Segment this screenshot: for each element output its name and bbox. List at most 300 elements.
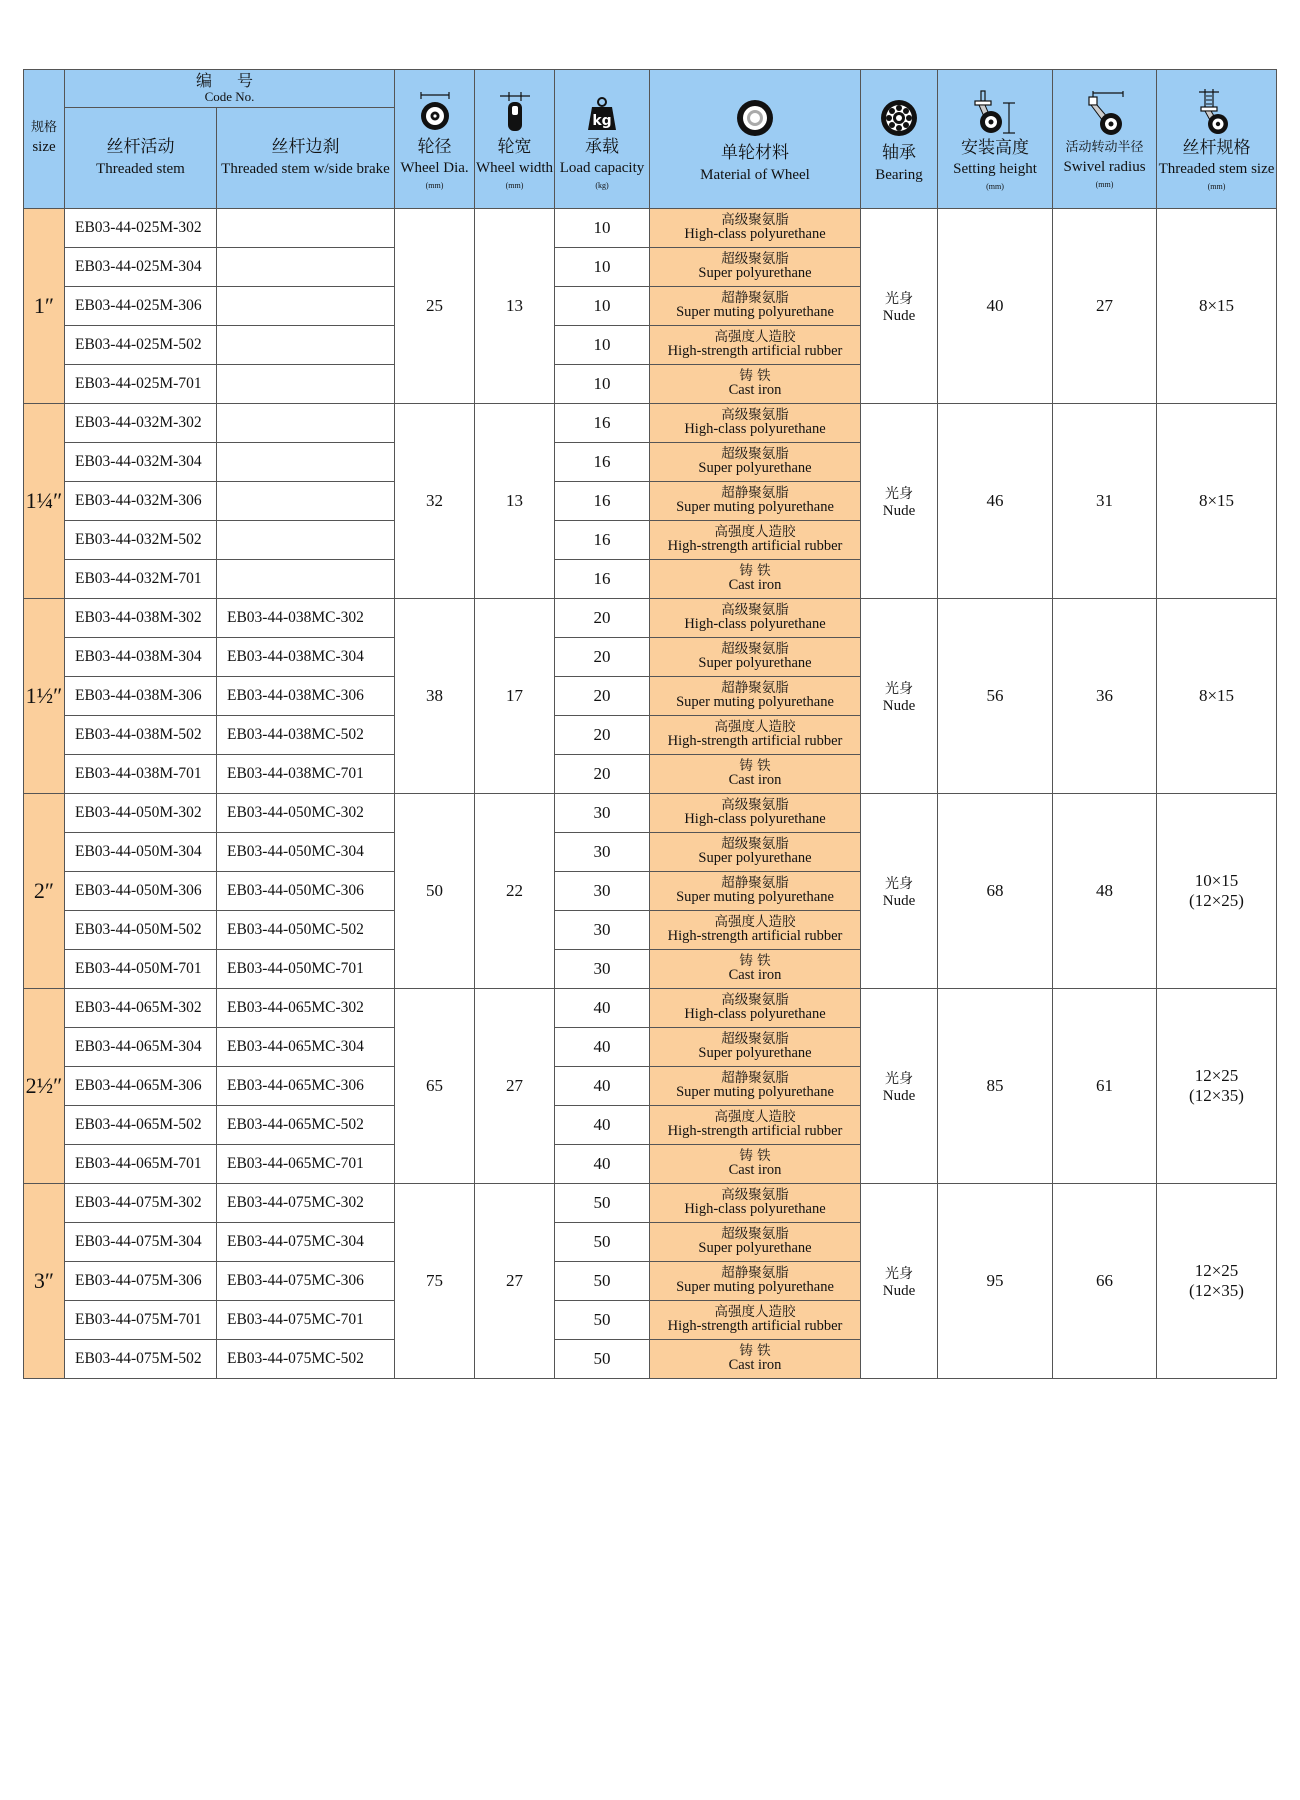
header-height-en: Setting height [953, 161, 1037, 178]
threaded-stem-code: EB03-44-065M-701 [65, 1145, 217, 1184]
material-cell [650, 911, 861, 950]
material-en: Super muting polyurethane [676, 499, 834, 516]
threaded-stem-code: EB03-44-050M-304 [65, 833, 217, 872]
load-capacity-cell: 30 [555, 833, 650, 872]
brake-stem-code: EB03-44-050MC-502 [217, 911, 395, 950]
material-cn: 高级聚氨脂 [721, 407, 789, 424]
brake-stem-code: EB03-44-075MC-302 [217, 1184, 395, 1223]
header-swivel-en: Swivel radius [1063, 158, 1146, 175]
load-capacity-cell: 20 [555, 599, 650, 638]
material-cell [650, 1223, 861, 1262]
size-cell: 3″ [24, 1184, 65, 1379]
threaded-stem-code: EB03-44-038M-302 [65, 599, 217, 638]
material-cell [650, 248, 861, 287]
load-capacity-cell: 20 [555, 755, 650, 794]
material-en: Super polyurethane [698, 1045, 812, 1062]
header-code-no [65, 70, 395, 108]
header-load-unit: (kg) [595, 181, 609, 191]
brake-stem-code: EB03-44-065MC-502 [217, 1106, 395, 1145]
threaded-stem-code: EB03-44-065M-302 [65, 989, 217, 1028]
brake-stem-code: EB03-44-038MC-701 [217, 755, 395, 794]
load-capacity-cell: 10 [555, 287, 650, 326]
threaded-stem-code: EB03-44-032M-304 [65, 443, 217, 482]
stem-size-cell [1157, 209, 1277, 404]
wheel-width-cell: 13 [475, 404, 555, 599]
bearing-cell [861, 209, 938, 404]
material-cn: 铸 铁 [739, 563, 771, 580]
material-cn: 铸 铁 [739, 953, 771, 970]
material-en: High-class polyurethane [684, 811, 826, 828]
bearing-en: Nude [882, 1087, 916, 1104]
material-cn: 高级聚氨脂 [721, 797, 789, 814]
header-width-en: Wheel width [475, 160, 554, 177]
threaded-stem-code: EB03-44-050M-306 [65, 872, 217, 911]
bearing-en: Nude [882, 892, 916, 909]
material-cn: 高强度人造胶 [714, 1109, 796, 1126]
svg-text:kg: kg [592, 112, 612, 129]
brake-stem-code [217, 521, 395, 560]
stem-size-line: (12×35) [1189, 1086, 1244, 1105]
threaded-stem-code: EB03-44-075M-701 [65, 1301, 217, 1340]
brake-stem-code: EB03-44-065MC-302 [217, 989, 395, 1028]
brake-stem-code: EB03-44-065MC-304 [217, 1028, 395, 1067]
wheel-dia-cell: 50 [395, 794, 475, 989]
load-capacity-cell: 30 [555, 950, 650, 989]
brake-stem-code [217, 248, 395, 287]
header-threaded-stem-brake [217, 108, 395, 209]
wheel-width-cell: 27 [475, 1184, 555, 1379]
material-cn: 高级聚氨脂 [721, 1187, 789, 1204]
wheel-dia-cell: 32 [395, 404, 475, 599]
material-cell [650, 599, 861, 638]
brake-stem-code [217, 560, 395, 599]
material-cn: 高强度人造胶 [714, 524, 796, 541]
threaded-stem-code: EB03-44-050M-701 [65, 950, 217, 989]
load-capacity-cell: 10 [555, 326, 650, 365]
threaded-stem-code: EB03-44-032M-701 [65, 560, 217, 599]
load-capacity-cell: 40 [555, 1145, 650, 1184]
swivel-radius-cell: 66 [1053, 1184, 1157, 1379]
weight-icon [585, 92, 619, 132]
material-en: Super polyurethane [698, 1240, 812, 1257]
material-en: Super muting polyurethane [676, 694, 834, 711]
stem-size-line: 8×15 [1198, 686, 1235, 705]
material-cell [650, 872, 861, 911]
material-en: Super polyurethane [698, 850, 812, 867]
threaded-stem-code: EB03-44-075M-304 [65, 1223, 217, 1262]
load-capacity-cell: 16 [555, 404, 650, 443]
wheel-width-icon [498, 92, 532, 132]
load-capacity-cell: 40 [555, 989, 650, 1028]
threaded-stem-code: EB03-44-038M-306 [65, 677, 217, 716]
threaded-stem-code: EB03-44-065M-502 [65, 1106, 217, 1145]
material-en: High-strength artificial rubber [667, 1318, 843, 1335]
material-en: High-strength artificial rubber [667, 538, 843, 555]
threaded-stem-code: EB03-44-050M-502 [65, 911, 217, 950]
header-dia-unit: (mm) [425, 181, 444, 191]
load-capacity-cell: 20 [555, 638, 650, 677]
material-cn: 超静聚氨脂 [721, 485, 789, 502]
wheel-dia-cell: 75 [395, 1184, 475, 1379]
header-size-en: size [32, 139, 56, 156]
header-wheel-dia [395, 70, 475, 209]
header-threaded-cn: 丝杆活动 [106, 137, 175, 158]
stem-size-line: 12×25 [1194, 1261, 1239, 1280]
table-header [24, 70, 1277, 209]
table-row [24, 1184, 1277, 1223]
load-capacity-cell: 10 [555, 248, 650, 287]
brake-stem-code [217, 287, 395, 326]
swivel-radius-cell: 48 [1053, 794, 1157, 989]
material-cn: 铸 铁 [739, 1148, 771, 1165]
header-size [24, 70, 65, 209]
wheel-dia-cell: 65 [395, 989, 475, 1184]
header-brake-en: Threaded stem w/side brake [221, 160, 390, 177]
material-cell [650, 521, 861, 560]
material-en: Super muting polyurethane [676, 1279, 834, 1296]
material-en: Cast iron [728, 577, 782, 594]
load-capacity-cell: 20 [555, 716, 650, 755]
material-en: High-strength artificial rubber [667, 733, 843, 750]
material-cell [650, 1184, 861, 1223]
load-capacity-cell: 16 [555, 521, 650, 560]
brake-stem-code: EB03-44-075MC-701 [217, 1301, 395, 1340]
bearing-icon [879, 98, 919, 138]
brake-stem-code: EB03-44-038MC-306 [217, 677, 395, 716]
load-capacity-cell: 40 [555, 1028, 650, 1067]
threaded-stem-code: EB03-44-038M-304 [65, 638, 217, 677]
material-cn: 超静聚氨脂 [721, 875, 789, 892]
bearing-cell [861, 989, 938, 1184]
material-cell [650, 560, 861, 599]
table-body [24, 209, 1277, 1379]
size-cell: 2″ [24, 794, 65, 989]
load-capacity-cell: 50 [555, 1340, 650, 1379]
material-en: High-strength artificial rubber [667, 928, 843, 945]
material-cell [650, 755, 861, 794]
load-capacity-cell: 10 [555, 365, 650, 404]
material-cell [650, 443, 861, 482]
wheel-width-cell: 13 [475, 209, 555, 404]
header-material [650, 70, 861, 209]
table-row [24, 404, 1277, 443]
material-cn: 超级聚氨脂 [721, 1031, 789, 1048]
threaded-stem-code: EB03-44-065M-304 [65, 1028, 217, 1067]
load-capacity-cell: 50 [555, 1301, 650, 1340]
load-capacity-cell: 40 [555, 1106, 650, 1145]
bearing-cell [861, 404, 938, 599]
brake-stem-code [217, 482, 395, 521]
brake-stem-code: EB03-44-050MC-701 [217, 950, 395, 989]
material-en: Super muting polyurethane [676, 304, 834, 321]
material-cn: 超静聚氨脂 [721, 290, 789, 307]
stem-size-cell [1157, 794, 1277, 989]
wheel-width-cell: 22 [475, 794, 555, 989]
material-cn: 高强度人造胶 [714, 329, 796, 346]
table-row [24, 989, 1277, 1028]
material-en: Super polyurethane [698, 265, 812, 282]
brake-stem-code: EB03-44-075MC-304 [217, 1223, 395, 1262]
bearing-en: Nude [882, 307, 916, 324]
size-cell: 1¼″ [24, 404, 65, 599]
load-capacity-cell: 50 [555, 1184, 650, 1223]
brake-stem-code: EB03-44-050MC-302 [217, 794, 395, 833]
material-cn: 高级聚氨脂 [721, 602, 789, 619]
header-threaded-stem [65, 108, 217, 209]
material-en: Cast iron [728, 772, 782, 789]
material-cn: 高级聚氨脂 [721, 992, 789, 1009]
stem-size-cell [1157, 599, 1277, 794]
threaded-stem-size-icon [1187, 89, 1247, 135]
threaded-stem-code: EB03-44-075M-302 [65, 1184, 217, 1223]
material-cn: 超级聚氨脂 [721, 836, 789, 853]
material-cn: 高强度人造胶 [714, 719, 796, 736]
brake-stem-code [217, 209, 395, 248]
load-capacity-cell: 10 [555, 209, 650, 248]
material-en: High-class polyurethane [684, 1201, 826, 1218]
header-material-en: Material of Wheel [700, 166, 810, 183]
bearing-en: Nude [882, 1282, 916, 1299]
material-cell [650, 833, 861, 872]
bearing-cn: 光身 [885, 1070, 913, 1087]
size-cell: 1″ [24, 209, 65, 404]
material-en: Cast iron [728, 1357, 782, 1374]
header-height-unit: (mm) [986, 182, 1004, 192]
load-capacity-cell: 40 [555, 1067, 650, 1106]
brake-stem-code [217, 326, 395, 365]
material-cell [650, 1028, 861, 1067]
material-cn: 高级聚氨脂 [721, 212, 789, 229]
bearing-cell [861, 599, 938, 794]
threaded-stem-code: EB03-44-038M-502 [65, 716, 217, 755]
material-cell [650, 1301, 861, 1340]
wheel-material-icon [735, 98, 775, 138]
material-en: High-class polyurethane [684, 1006, 826, 1023]
load-capacity-cell: 30 [555, 794, 650, 833]
brake-stem-code: EB03-44-075MC-502 [217, 1340, 395, 1379]
size-cell: 2½″ [24, 989, 65, 1184]
material-cell [650, 638, 861, 677]
material-cn: 超级聚氨脂 [721, 641, 789, 658]
stem-size-line: 10×15 [1194, 871, 1239, 890]
table-row [24, 209, 1277, 248]
material-en: High-class polyurethane [684, 226, 826, 243]
stem-size-line: 8×15 [1198, 296, 1235, 315]
material-cn: 超静聚氨脂 [721, 1070, 789, 1087]
load-capacity-cell: 16 [555, 482, 650, 521]
header-height-cn: 安装高度 [961, 137, 1029, 158]
load-capacity-cell: 20 [555, 677, 650, 716]
setting-height-cell: 40 [938, 209, 1053, 404]
stem-size-cell [1157, 1184, 1277, 1379]
brake-stem-code: EB03-44-050MC-306 [217, 872, 395, 911]
material-en: High-class polyurethane [684, 421, 826, 438]
bearing-cn: 光身 [885, 1265, 913, 1282]
material-cn: 铸 铁 [739, 1343, 771, 1360]
material-cn: 高强度人造胶 [714, 1304, 796, 1321]
threaded-stem-code: EB03-44-032M-302 [65, 404, 217, 443]
threaded-stem-code: EB03-44-075M-306 [65, 1262, 217, 1301]
header-threaded-stem-size [1157, 70, 1277, 209]
material-en: High-class polyurethane [684, 616, 826, 633]
load-capacity-cell: 30 [555, 911, 650, 950]
material-en: Super muting polyurethane [676, 889, 834, 906]
bearing-en: Nude [882, 502, 916, 519]
threaded-stem-code: EB03-44-032M-502 [65, 521, 217, 560]
swivel-radius-icon [1075, 91, 1135, 137]
wheel-width-cell: 27 [475, 989, 555, 1184]
stem-size-cell [1157, 404, 1277, 599]
header-dia-en: Wheel Dia. [400, 160, 469, 177]
material-cn: 超级聚氨脂 [721, 446, 789, 463]
bearing-en: Nude [882, 697, 916, 714]
header-swivel-cn: 活动转动半径 [1065, 139, 1144, 155]
bearing-cell [861, 1184, 938, 1379]
header-dia-cn: 轮径 [417, 136, 452, 157]
header-width-unit: (mm) [505, 181, 524, 191]
brake-stem-code: EB03-44-038MC-304 [217, 638, 395, 677]
header-wheel-width [475, 70, 555, 209]
brake-stem-code: EB03-44-038MC-302 [217, 599, 395, 638]
brake-stem-code: EB03-44-075MC-306 [217, 1262, 395, 1301]
header-bearing-cn: 轴承 [882, 143, 916, 164]
material-cell [650, 989, 861, 1028]
material-en: Super polyurethane [698, 460, 812, 477]
load-capacity-cell: 16 [555, 443, 650, 482]
header-setting-height [938, 70, 1053, 209]
brake-stem-code [217, 443, 395, 482]
brake-stem-code: EB03-44-038MC-502 [217, 716, 395, 755]
brake-stem-code [217, 365, 395, 404]
swivel-radius-cell: 27 [1053, 209, 1157, 404]
material-cell [650, 1340, 861, 1379]
wheel-dia-cell: 38 [395, 599, 475, 794]
threaded-stem-code: EB03-44-032M-306 [65, 482, 217, 521]
header-brake-cn: 丝杆边刹 [271, 137, 340, 158]
stem-size-line: (12×25) [1189, 891, 1244, 910]
material-cell [650, 404, 861, 443]
header-swivel-radius [1053, 70, 1157, 209]
material-cn: 铸 铁 [739, 758, 771, 775]
bearing-cn: 光身 [885, 680, 913, 697]
header-load-cn: 承载 [585, 136, 619, 157]
wheel-dia-cell: 25 [395, 209, 475, 404]
material-en: High-strength artificial rubber [667, 1123, 843, 1140]
material-cell [650, 326, 861, 365]
header-material-cn: 单轮材料 [721, 143, 789, 164]
material-cell [650, 1067, 861, 1106]
threaded-stem-code: EB03-44-075M-502 [65, 1340, 217, 1379]
table-row [24, 599, 1277, 638]
material-en: Super muting polyurethane [676, 1084, 834, 1101]
brake-stem-code: EB03-44-065MC-306 [217, 1067, 395, 1106]
threaded-stem-code: EB03-44-065M-306 [65, 1067, 217, 1106]
header-size-cn: 规格 [30, 120, 57, 136]
header-load-capacity [555, 70, 650, 209]
setting-height-cell: 56 [938, 599, 1053, 794]
header-swivel-unit: (mm) [1095, 180, 1114, 189]
bearing-cn: 光身 [885, 485, 913, 502]
threaded-stem-code: EB03-44-050M-302 [65, 794, 217, 833]
threaded-stem-code: EB03-44-025M-502 [65, 326, 217, 365]
header-bearing-en: Bearing [875, 166, 923, 183]
bearing-cn: 光身 [885, 290, 913, 307]
header-bearing [861, 70, 938, 209]
header-load-en: Load capacity [559, 160, 645, 177]
load-capacity-cell: 50 [555, 1223, 650, 1262]
material-cn: 超静聚氨脂 [721, 680, 789, 697]
header-threaded-en: Threaded stem [96, 160, 185, 177]
load-capacity-cell: 30 [555, 872, 650, 911]
swivel-radius-cell: 61 [1053, 989, 1157, 1184]
material-cell [650, 950, 861, 989]
table-row [24, 794, 1277, 833]
header-stem-en: Threaded stem size [1158, 161, 1275, 178]
header-width-cn: 轮宽 [497, 136, 532, 157]
header-stem-unit: (mm) [1207, 182, 1226, 192]
setting-height-cell: 68 [938, 794, 1053, 989]
material-cell [650, 1262, 861, 1301]
material-en: Super polyurethane [698, 655, 812, 672]
threaded-stem-code: EB03-44-025M-701 [65, 365, 217, 404]
material-cell [650, 716, 861, 755]
caster-spec-table [23, 69, 1277, 1379]
material-cn: 超静聚氨脂 [721, 1265, 789, 1282]
material-cell [650, 287, 861, 326]
load-capacity-cell: 50 [555, 1262, 650, 1301]
setting-height-cell: 85 [938, 989, 1053, 1184]
material-en: High-strength artificial rubber [667, 343, 843, 360]
setting-height-cell: 46 [938, 404, 1053, 599]
material-cn: 超级聚氨脂 [721, 1226, 789, 1243]
setting-height-cell: 95 [938, 1184, 1053, 1379]
stem-size-cell [1157, 989, 1277, 1184]
material-cell [650, 794, 861, 833]
threaded-stem-code: EB03-44-025M-304 [65, 248, 217, 287]
header-code-cn: 编 号 [195, 70, 264, 90]
material-cn: 高强度人造胶 [714, 914, 796, 931]
material-cell [650, 482, 861, 521]
material-cell [650, 1106, 861, 1145]
size-cell: 1½″ [24, 599, 65, 794]
material-cell [650, 677, 861, 716]
setting-height-icon [965, 89, 1025, 135]
material-en: Cast iron [728, 1162, 782, 1179]
material-cn: 铸 铁 [739, 368, 771, 385]
bearing-cell [861, 794, 938, 989]
brake-stem-code: EB03-44-050MC-304 [217, 833, 395, 872]
threaded-stem-code: EB03-44-025M-302 [65, 209, 217, 248]
material-cell [650, 365, 861, 404]
material-cell [650, 209, 861, 248]
swivel-radius-cell: 31 [1053, 404, 1157, 599]
load-capacity-cell: 16 [555, 560, 650, 599]
brake-stem-code [217, 404, 395, 443]
material-en: Cast iron [728, 382, 782, 399]
material-cell [650, 1145, 861, 1184]
header-code-en: Code No. [204, 89, 255, 105]
material-en: Cast iron [728, 967, 782, 984]
wheel-width-cell: 17 [475, 599, 555, 794]
brake-stem-code: EB03-44-065MC-701 [217, 1145, 395, 1184]
threaded-stem-code: EB03-44-038M-701 [65, 755, 217, 794]
stem-size-line: (12×35) [1189, 1281, 1244, 1300]
material-cn: 超级聚氨脂 [721, 251, 789, 268]
wheel-diameter-icon [418, 92, 452, 132]
stem-size-line: 12×25 [1194, 1066, 1239, 1085]
bearing-cn: 光身 [885, 875, 913, 892]
stem-size-line: 8×15 [1198, 491, 1235, 510]
